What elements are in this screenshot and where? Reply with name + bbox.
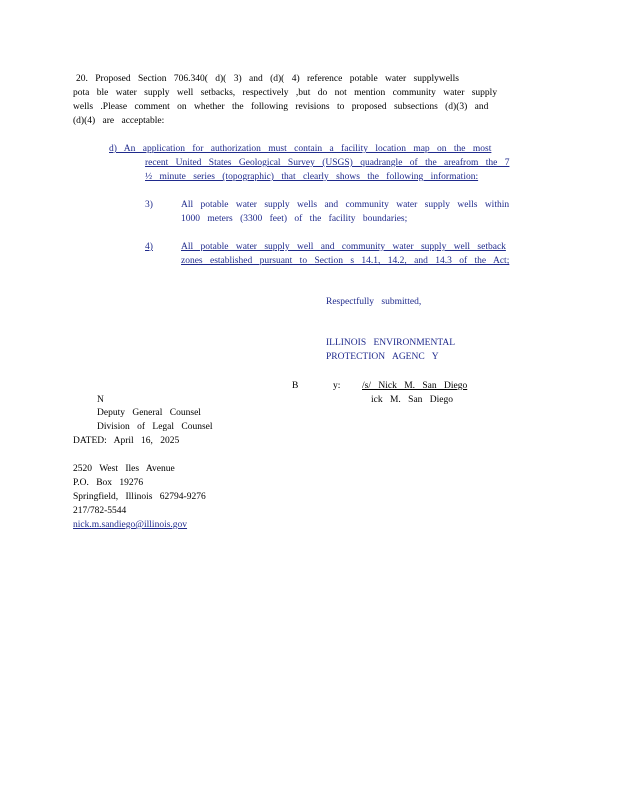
revision-intro-line: recent United States Geological Survey (USGS) quadrangle of the areafrom the 7 <box>145 158 510 168</box>
item4-number: 4) <box>145 242 153 252</box>
address-city: Springfield, Illinois 62794-9276 <box>73 492 206 502</box>
signature-line: /s/ Nick M. San Diego <box>362 381 468 391</box>
org-name-line1: ILLINOIS ENVIRONMENTAL <box>326 338 456 348</box>
item3-line: 1000 meters (3300 feet) of the facility boundaries; <box>181 214 408 224</box>
address-street: 2520 West Iles Avenue <box>73 464 175 474</box>
address-po-box: P.O. Box 19276 <box>73 478 144 488</box>
signer-division: Division of Legal Counsel <box>97 422 213 432</box>
name-rest: ick M. San Diego <box>371 395 454 405</box>
revision-intro-line: ½ minute series (topographic) that clearly shows the following information: <box>145 172 479 182</box>
dated: DATED: April 16, 2025 <box>73 436 180 446</box>
item4-line: zones established pursuant to Section s 14.1, 14.2, and 14.3 of the Act; <box>181 256 510 266</box>
question-line: pota ble water supply well setbacks, respectively ,but do not mention community water supply <box>73 88 498 98</box>
question-line: wells .Please comment on whether the following revisions to proposed subsections (d)(3) and <box>73 102 489 112</box>
name-initial: N <box>97 395 104 405</box>
revision-intro-line: d) An application for authorization must contain a facility location map on the most <box>109 144 492 154</box>
question-line: (d)(4) are acceptable: <box>73 116 165 126</box>
org-name-line2: PROTECTION AGENC Y <box>326 352 439 362</box>
item3-line: All potable water supply wells and community water supply wells within <box>181 200 510 210</box>
address-phone: 217/782-5544 <box>73 506 127 516</box>
by-label-b: B <box>292 381 299 391</box>
closing: Respectfully submitted, <box>326 297 422 307</box>
email-link[interactable]: nick.m.sandiego@illinois.gov <box>73 520 188 530</box>
item3-number: 3) <box>145 200 153 210</box>
by-label-y: y: <box>333 381 341 391</box>
signer-title: Deputy General Counsel <box>97 408 201 418</box>
question-line: 20. Proposed Section 706.340( d)( 3) and (d)( 4) reference potable water supplywells <box>76 74 459 84</box>
item4-line: All potable water supply well and community water supply well setback <box>181 242 506 252</box>
